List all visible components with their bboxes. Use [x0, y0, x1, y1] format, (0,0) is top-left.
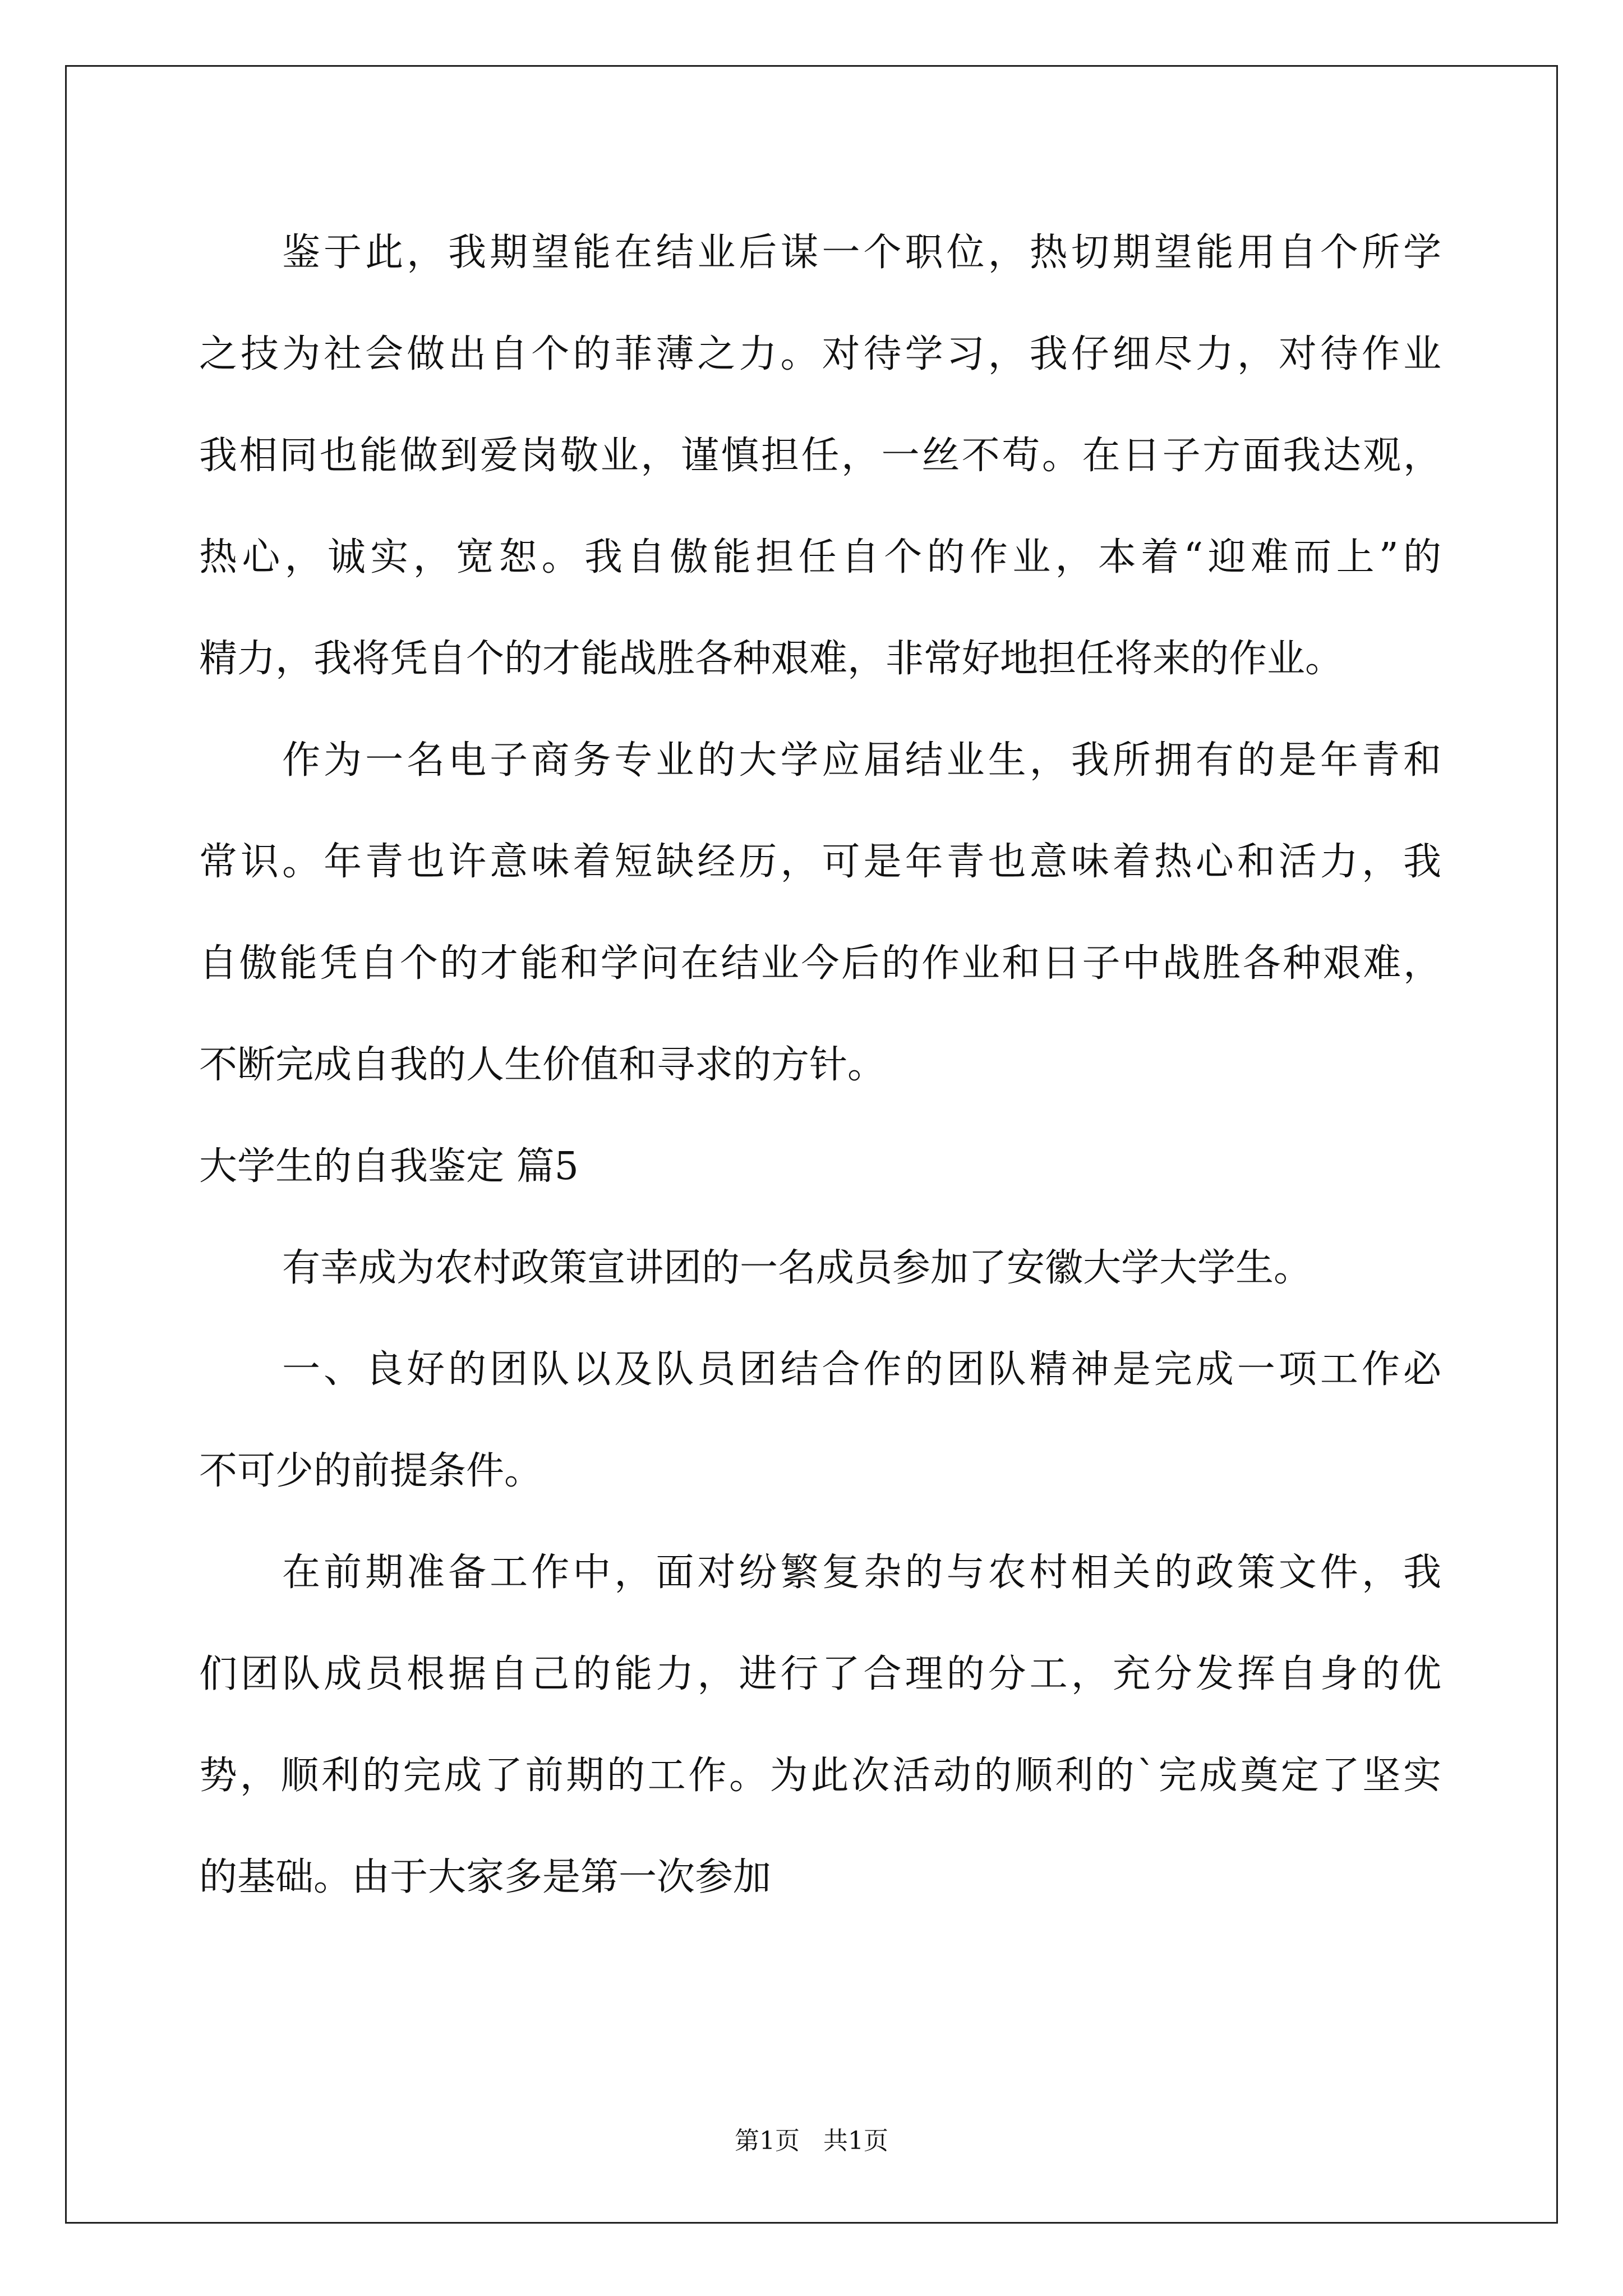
text-line: 们团队成员根据自己的能力，进行了合理的分工，充分发挥自身的优	[199, 1652, 1441, 1696]
text-line: 常识。年青也许意味着短缺经历，可是年青也意味着热心和活力，我	[199, 840, 1441, 884]
text-line: 有幸成为农村政策宣讲团的一名成员参加了安徽大学大学生。	[282, 1246, 1312, 1290]
document-body	[199, 202, 1441, 1928]
text-line: 一、良好的团队以及队员团结合作的团队精神是完成一项工作必	[282, 1347, 1441, 1392]
text-line: 在前期准备工作中，面对纷繁复杂的与农村相关的政策文件，我	[282, 1550, 1441, 1595]
text-line: 热心，诚实，宽恕。我自傲能担任自个的作业，本着“迎难而上”的	[199, 535, 1441, 579]
page-footer	[0, 2120, 1623, 2156]
text-line: 之技为社会做出自个的菲薄之力。对待学习，我仔细尽力，对待作业	[199, 332, 1441, 376]
page-total: 共1页	[823, 2127, 888, 2155]
text-line: 鉴于此，我期望能在结业后谋一个职位，热切期望能用自个所学	[282, 231, 1441, 275]
section-heading: 大学生的自我鉴定 篇5	[199, 1144, 579, 1189]
text-line: 不可少的前提条件。	[199, 1449, 543, 1493]
page-number: 第1页	[735, 2127, 800, 2155]
text-line: 作为一名电子商务专业的大学应届结业生，我所拥有的是年青和	[282, 738, 1441, 783]
text-line: 的基础。由于大家多是第一次参加	[199, 1855, 772, 1899]
text-line: 势，顺利的完成了前期的工作。为此次活动的顺利的`完成奠定了坚实	[199, 1754, 1441, 1798]
text-line: 我相同也能做到爱岗敬业，谨慎担任，一丝不苟。在日子方面我达观，	[199, 434, 1441, 478]
text-line: 自傲能凭自个的才能和学问在结业今后的作业和日子中战胜各种艰难，	[199, 941, 1441, 986]
text-line: 精力，我将凭自个的才能战胜各种艰难，非常好地担任将来的作业。	[199, 637, 1344, 681]
text-line: 不断完成自我的人生价值和寻求的方针。	[199, 1043, 886, 1087]
